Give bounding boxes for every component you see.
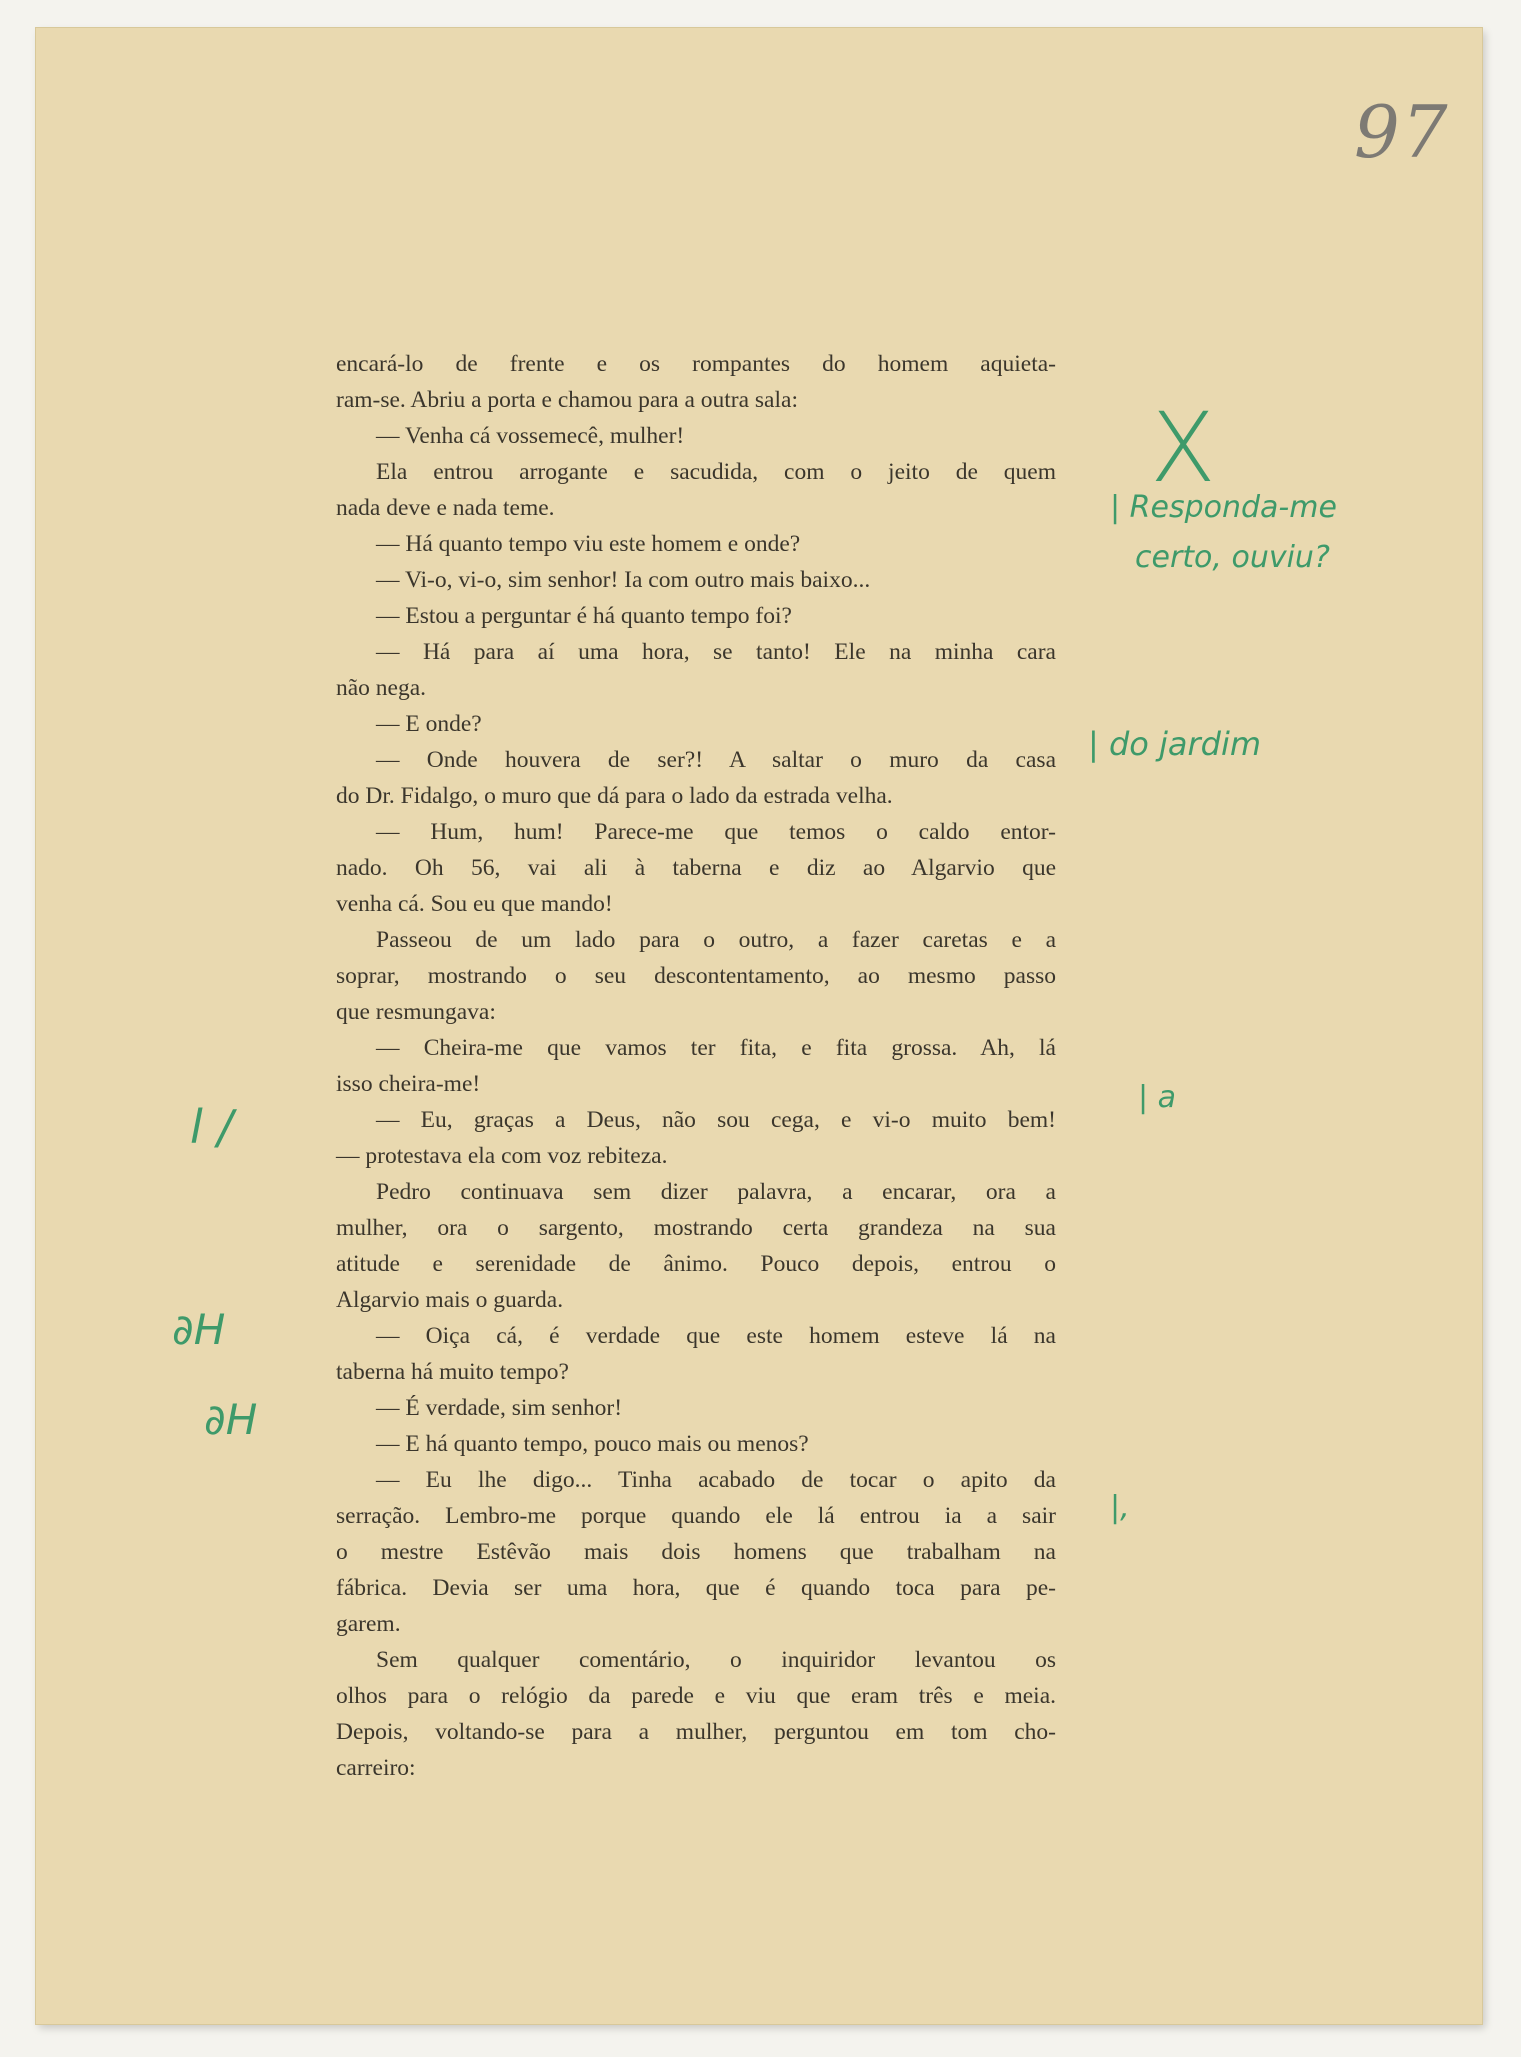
text-line: mulher, ora o sargento, mostrando certa grandeza na sua	[336, 1215, 1056, 1241]
text-line: — protestava ela com voz rebiteza.	[336, 1143, 668, 1169]
text-line: — Oiça cá, é verdade que este homem esteve lá na	[376, 1323, 1056, 1349]
text-line: — É verdade, sim senhor!	[376, 1395, 623, 1421]
text-line: olhos para o relógio da parede e viu que eram três e meia.	[336, 1683, 1056, 1709]
text-line: — Venha cá vossemecê, mulher!	[376, 423, 685, 449]
margin-note-do-jardim: | do jardim	[1088, 725, 1262, 763]
text-line: Sem qualquer comentário, o inquiridor levantou os	[376, 1647, 1056, 1673]
margin-note-responda: | Responda-me	[1110, 490, 1337, 525]
text-line: do Dr. Fidalgo, o muro que dá para o lado da estrada velha.	[336, 783, 893, 809]
margin-note-l: l /	[190, 1100, 233, 1154]
text-line: não nega.	[336, 675, 427, 701]
text-line: nada deve e nada teme.	[336, 495, 555, 521]
text-line: — Hum, hum! Parece-me que temos o caldo entor-	[376, 819, 1056, 845]
text-line: que resmungava:	[336, 999, 496, 1025]
text-line: — Cheira-me que vamos ter fita, e fita grossa. Ah, lá	[376, 1035, 1056, 1061]
text-line: Pedro continuava sem dizer palavra, a encarar, ora a	[376, 1179, 1056, 1205]
manuscript-page	[36, 28, 1482, 2024]
margin-note-hp-1: ∂H	[172, 1305, 226, 1354]
text-line: encará-lo de frente e os rompantes do homem aquieta-	[336, 351, 1056, 377]
text-line: serração. Lembro-me porque quando ele lá entrou ia a sair	[336, 1503, 1056, 1529]
text-line: — E onde?	[376, 711, 482, 737]
text-line: soprar, mostrando o seu descontentamento, ao mesmo passo	[336, 963, 1056, 989]
text-line: o mestre Estêvão mais dois homens que trabalham na	[336, 1539, 1056, 1565]
page-number: 97	[1354, 90, 1450, 174]
text-line: Algarvio mais o guarda.	[336, 1287, 564, 1313]
margin-x-mark: X	[1150, 392, 1216, 504]
margin-note-hp-2: ∂H	[204, 1395, 258, 1444]
margin-note-comma: |,	[1110, 1490, 1130, 1525]
margin-note-certo: certo, ouviu?	[1135, 540, 1330, 575]
margin-note-a: | a	[1138, 1080, 1177, 1115]
text-line: — Estou a perguntar é há quanto tempo foi?	[376, 603, 792, 629]
body-text	[336, 346, 1056, 1786]
text-line: — Onde houvera de ser?! A saltar o muro da casa	[376, 747, 1056, 773]
text-line: — Vi-o, vi-o, sim senhor! Ia com outro mais baixo...	[376, 567, 871, 593]
text-line: Depois, voltando-se para a mulher, perguntou em tom cho-	[336, 1719, 1056, 1745]
text-line: garem.	[336, 1611, 401, 1637]
text-line: Ela entrou arrogante e sacudida, com o jeito de quem	[376, 459, 1056, 485]
text-line: fábrica. Devia ser uma hora, que é quando toca para pe-	[336, 1575, 1056, 1601]
text-line: carreiro:	[336, 1755, 416, 1781]
text-line: — Eu, graças a Deus, não sou cega, e vi-o muito bem!	[376, 1107, 1056, 1133]
text-line: Passeou de um lado para o outro, a fazer caretas e a	[376, 927, 1056, 953]
text-line: ram-se. Abriu a porta e chamou para a outra sala:	[336, 387, 798, 413]
text-line: nado. Oh 56, vai ali à taberna e diz ao Algarvio que	[336, 855, 1056, 881]
text-line: venha cá. Sou eu que mando!	[336, 891, 613, 917]
text-line: — E há quanto tempo, pouco mais ou menos?	[376, 1431, 809, 1457]
text-line: atitude e serenidade de ânimo. Pouco depois, entrou o	[336, 1251, 1056, 1277]
text-line: — Eu lhe digo... Tinha acabado de tocar o apito da	[376, 1467, 1056, 1493]
text-line: — Há para aí uma hora, se tanto! Ele na minha cara	[376, 639, 1056, 665]
text-line: taberna há muito tempo?	[336, 1359, 569, 1385]
text-line: isso cheira-me!	[336, 1071, 481, 1097]
text-line: — Há quanto tempo viu este homem e onde?	[376, 531, 801, 557]
